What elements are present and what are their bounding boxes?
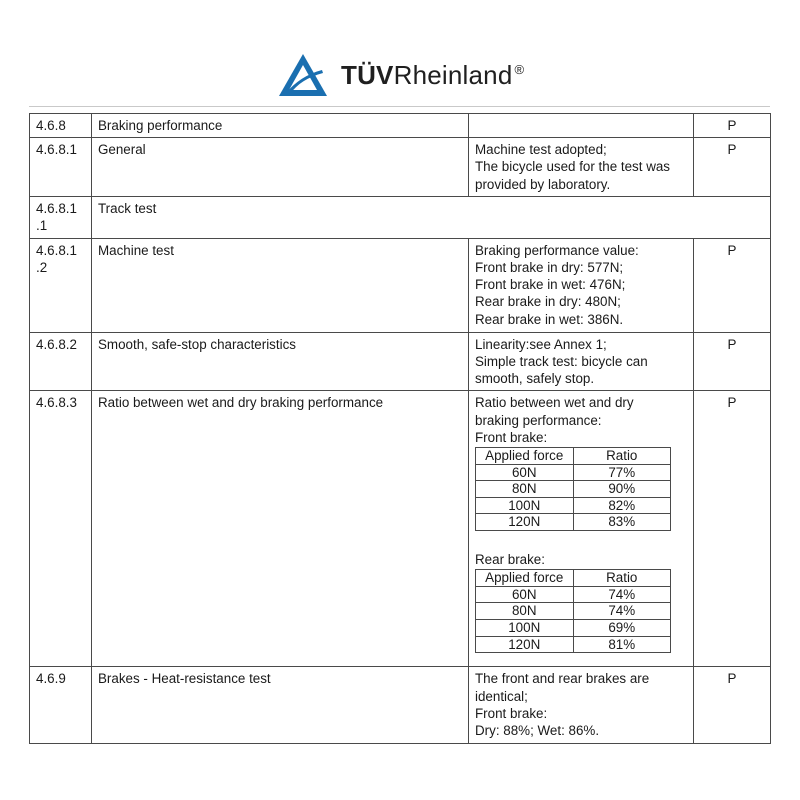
rear-brake-label: Rear brake: <box>475 552 545 567</box>
result-cell: The front and rear brakes are identical; Front brake: Dry: 88%; Wet: 86%. <box>469 667 694 744</box>
clause-cell: 4.6.8 <box>30 114 92 138</box>
table-row <box>30 196 771 238</box>
result-cell: Linearity:see Annex 1; Simple track test: bicycle can smooth, safely stop. <box>469 332 694 391</box>
header-divider <box>29 106 770 107</box>
requirement-cell: Braking performance <box>92 114 469 138</box>
table-row: 100N 69% <box>476 619 671 636</box>
test-results-table <box>29 113 771 744</box>
table-row <box>30 114 771 138</box>
table-row: 120N 83% <box>476 514 671 531</box>
result-cell <box>469 114 694 138</box>
clause-cell: 4.6.8.1 <box>30 138 92 197</box>
table-row: 80N 90% <box>476 481 671 498</box>
requirement-cell: General <box>92 138 469 197</box>
table-header-row <box>476 570 671 587</box>
column-header: Ratio <box>573 448 671 465</box>
table-row: 80N 74% <box>476 603 671 620</box>
result-cell: Ratio between wet and dry braking performance: Front brake: Applied force Ratio 60N 77% 80N 90% 100N 82% 120N 83% Rear brake: Applied force Ratio 60N 74% 80N 74% 100N 69% 120N 81% <box>469 391 694 667</box>
table-row <box>30 138 771 197</box>
requirement-cell: Ratio between wet and dry braking performance <box>92 391 469 667</box>
table-row <box>30 667 771 744</box>
clause-cell: 4.6.9 <box>30 667 92 744</box>
verdict-cell: P <box>694 667 771 744</box>
verdict-cell: P <box>694 114 771 138</box>
brand-bold: TÜV <box>341 59 394 90</box>
clause-cell: 4.6.8.1 .1 <box>30 196 92 238</box>
requirement-cell: Smooth, safe-stop characteristics <box>92 332 469 391</box>
front-brake-label: Front brake: <box>475 429 548 445</box>
table-row: 120N 81% <box>476 636 671 653</box>
front-brake-ratio-table <box>475 447 671 531</box>
requirement-cell: Machine test <box>92 238 469 332</box>
requirement-cell: Brakes - Heat-resistance test <box>92 667 469 744</box>
table-header-row <box>476 448 671 465</box>
result-cell: Machine test adopted; The bicycle used for the test was provided by laboratory. <box>469 138 694 197</box>
column-header: Ratio <box>573 570 671 587</box>
clause-cell: 4.6.8.1 .2 <box>30 238 92 332</box>
brand-regular: Rheinland <box>393 59 513 90</box>
table-row: 60N 77% <box>476 464 671 481</box>
column-header: Applied force <box>476 570 574 587</box>
clause-cell: 4.6.8.3 <box>30 391 92 667</box>
registered-mark: ® <box>514 61 525 77</box>
table-row <box>30 391 771 667</box>
requirement-cell: Track test <box>92 196 771 238</box>
verdict-cell: P <box>694 391 771 667</box>
verdict-cell: P <box>694 332 771 391</box>
verdict-cell: P <box>694 138 771 197</box>
tuv-triangle-icon <box>277 52 329 98</box>
table-row <box>30 332 771 391</box>
verdict-cell: P <box>694 238 771 332</box>
brand-name <box>341 60 524 91</box>
clause-cell: 4.6.8.2 <box>30 332 92 391</box>
table-row <box>30 238 771 332</box>
rear-brake-ratio-table <box>475 569 671 653</box>
tuv-rheinland-logo <box>277 52 524 98</box>
table-row: 60N 74% <box>476 586 671 603</box>
table-row: 100N 82% <box>476 497 671 514</box>
result-cell: Braking performance value: Front brake in dry: 577N; Front brake in wet: 476N; Rear brake in dry: 480N; Rear brake in wet: 386N. <box>469 238 694 332</box>
column-header: Applied force <box>476 448 574 465</box>
